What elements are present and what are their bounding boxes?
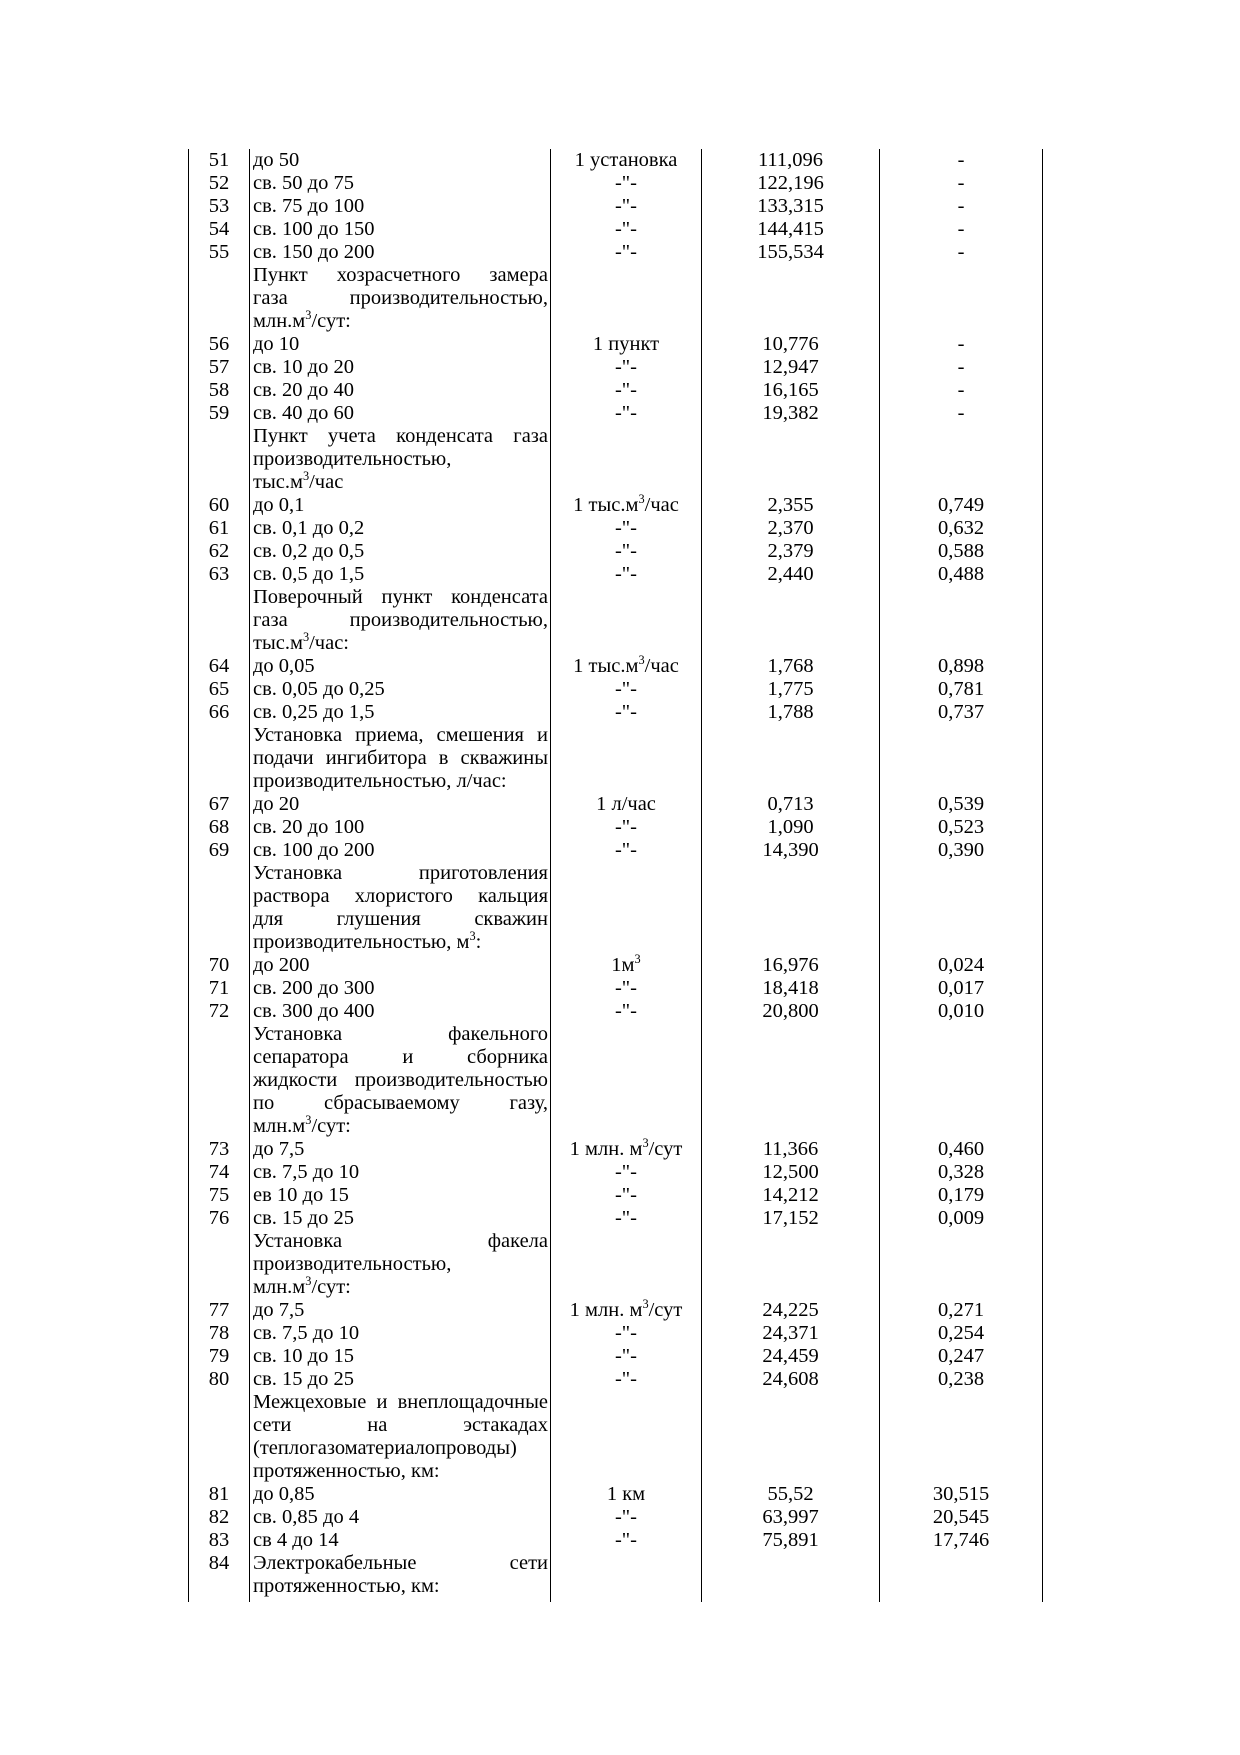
row-number: 69 (189, 839, 250, 862)
value-2-cell: 0,781 (880, 678, 1043, 701)
item-name: св. 0,25 до 1,5 (250, 701, 551, 724)
value-2-cell: - (880, 333, 1043, 356)
unit-cell: -"- (551, 1345, 702, 1368)
value-1-cell: 55,52 (702, 1483, 880, 1506)
value-2-cell: 0,010 (880, 1000, 1043, 1023)
item-name: св. 20 до 40 (250, 379, 551, 402)
item-name: до 7,5 (250, 1138, 551, 1161)
item-name: до 0,85 (250, 1483, 551, 1506)
row-number: 52 (189, 172, 250, 195)
unit-cell: -"- (551, 195, 702, 218)
section-header-row (189, 862, 1043, 954)
value-2-cell: - (880, 402, 1043, 425)
value-2-cell: - (880, 218, 1043, 241)
table-row (189, 356, 1043, 379)
value-2-cell: 0,017 (880, 977, 1043, 1000)
value-2-cell: 0,632 (880, 517, 1043, 540)
row-number: 61 (189, 517, 250, 540)
table-row (189, 218, 1043, 241)
norms-table (188, 149, 1043, 1602)
value-2-cell (880, 1391, 1043, 1483)
item-name: св. 20 до 100 (250, 816, 551, 839)
row-number: 70 (189, 954, 250, 977)
value-1-cell: 122,196 (702, 172, 880, 195)
item-name: св. 0,5 до 1,5 (250, 563, 551, 586)
value-1-cell: 24,459 (702, 1345, 880, 1368)
value-2-cell: - (880, 172, 1043, 195)
value-2-cell (880, 862, 1043, 954)
table-row (189, 701, 1043, 724)
row-number: 83 (189, 1529, 250, 1552)
row-number: 59 (189, 402, 250, 425)
value-2-cell: 0,749 (880, 494, 1043, 517)
table-row (189, 1345, 1043, 1368)
value-2-cell (880, 264, 1043, 333)
unit-cell: -"- (551, 1368, 702, 1391)
table-row (189, 241, 1043, 264)
section-header-row (189, 586, 1043, 655)
row-number: 60 (189, 494, 250, 517)
row-number (189, 862, 250, 954)
value-2-cell (880, 724, 1043, 793)
row-number: 72 (189, 1000, 250, 1023)
section-title: Установка факела производительностью, $млн.м^3$/сут: (250, 1230, 551, 1299)
item-name: св. 10 до 20 (250, 356, 551, 379)
row-number: 58 (189, 379, 250, 402)
item-name: св. 75 до 100 (250, 195, 551, 218)
value-2-cell: - (880, 241, 1043, 264)
unit-cell: -"- (551, 1207, 702, 1230)
unit-cell (551, 1552, 702, 1602)
table-row (189, 1483, 1043, 1506)
item-name: св. 15 до 25 (250, 1207, 551, 1230)
value-1-cell: 2,355 (702, 494, 880, 517)
table-row (189, 1138, 1043, 1161)
item-name: св. 0,05 до 0,25 (250, 678, 551, 701)
table-row (189, 1299, 1043, 1322)
value-1-cell (702, 264, 880, 333)
table-row (189, 333, 1043, 356)
value-1-cell: 111,096 (702, 149, 880, 172)
table-row (189, 563, 1043, 586)
table-row (189, 977, 1043, 1000)
item-name: до 20 (250, 793, 551, 816)
section-title: Межцеховые и внеплощадочные сети на эстакадах (теплогазоматериалопроводы) протяженностью, км: (250, 1391, 551, 1483)
row-number: 73 (189, 1138, 250, 1161)
unit-cell: -"- (551, 1161, 702, 1184)
value-1-cell: 11,366 (702, 1138, 880, 1161)
value-2-cell: - (880, 379, 1043, 402)
value-2-cell: 0,488 (880, 563, 1043, 586)
section-title: Пункт учета конденсата газа производительностью, $тыс.м^3$/час (250, 425, 551, 494)
unit-cell (551, 586, 702, 655)
value-1-cell: 1,775 (702, 678, 880, 701)
value-2-cell: 0,247 (880, 1345, 1043, 1368)
unit-cell: 1 пункт (551, 333, 702, 356)
value-1-cell: 155,534 (702, 241, 880, 264)
unit-cell: -"- (551, 701, 702, 724)
value-1-cell (702, 724, 880, 793)
row-number: 74 (189, 1161, 250, 1184)
value-2-cell: 0,539 (880, 793, 1043, 816)
row-number: 77 (189, 1299, 250, 1322)
item-name: св. 15 до 25 (250, 1368, 551, 1391)
value-2-cell (880, 1023, 1043, 1138)
section-title: Установка приготовления раствора хлористого кальция для глушения скважин производительностью, $м^3$: (250, 862, 551, 954)
item-name: св 4 до 14 (250, 1529, 551, 1552)
unit-cell (551, 724, 702, 793)
table-row (189, 954, 1043, 977)
table-row (189, 149, 1043, 172)
item-name: св. 10 до 15 (250, 1345, 551, 1368)
unit-cell: -"- (551, 379, 702, 402)
value-1-cell: 20,800 (702, 1000, 880, 1023)
table-row (189, 1368, 1043, 1391)
unit-cell: 1 установка (551, 149, 702, 172)
item-name: св. 300 до 400 (250, 1000, 551, 1023)
value-1-cell (702, 586, 880, 655)
row-number: 67 (189, 793, 250, 816)
table-row (189, 540, 1043, 563)
table-row (189, 1184, 1043, 1207)
unit-cell: -"- (551, 563, 702, 586)
row-number: 75 (189, 1184, 250, 1207)
table-row (189, 678, 1043, 701)
unit-cell: 1 л/час (551, 793, 702, 816)
table-row (189, 379, 1043, 402)
item-name: до 0,1 (250, 494, 551, 517)
item-name: ев 10 до 15 (250, 1184, 551, 1207)
item-name: св. 40 до 60 (250, 402, 551, 425)
table-row (189, 1207, 1043, 1230)
value-2-cell: 0,737 (880, 701, 1043, 724)
section-header-row (189, 724, 1043, 793)
item-name: до 7,5 (250, 1299, 551, 1322)
row-number: 66 (189, 701, 250, 724)
value-1-cell: 24,225 (702, 1299, 880, 1322)
unit-cell: 1 млн. $м^3$/сут (551, 1138, 702, 1161)
row-number: 55 (189, 241, 250, 264)
table-row (189, 494, 1043, 517)
unit-cell (551, 862, 702, 954)
item-name: св. 100 до 150 (250, 218, 551, 241)
row-number (189, 724, 250, 793)
value-2-cell (880, 425, 1043, 494)
value-1-cell (702, 862, 880, 954)
value-1-cell: 12,947 (702, 356, 880, 379)
item-name: до 50 (250, 149, 551, 172)
table-row (189, 1506, 1043, 1529)
unit-cell: -"- (551, 1000, 702, 1023)
table-row (189, 402, 1043, 425)
value-2-cell: 0,238 (880, 1368, 1043, 1391)
unit-cell: -"- (551, 977, 702, 1000)
unit-cell: $1м^3$ (551, 954, 702, 977)
value-1-cell: 63,997 (702, 1506, 880, 1529)
value-1-cell: 2,379 (702, 540, 880, 563)
row-number: 76 (189, 1207, 250, 1230)
unit-cell (551, 264, 702, 333)
unit-cell: -"- (551, 517, 702, 540)
row-number: 71 (189, 977, 250, 1000)
unit-cell: 1 км (551, 1483, 702, 1506)
value-2-cell: 0,179 (880, 1184, 1043, 1207)
value-1-cell: 17,152 (702, 1207, 880, 1230)
value-2-cell: 0,460 (880, 1138, 1043, 1161)
item-name: до 10 (250, 333, 551, 356)
value-2-cell: 30,515 (880, 1483, 1043, 1506)
value-1-cell (702, 1230, 880, 1299)
value-1-cell: 0,713 (702, 793, 880, 816)
row-number: 62 (189, 540, 250, 563)
unit-cell: -"- (551, 218, 702, 241)
value-2-cell: 17,746 (880, 1529, 1043, 1552)
item-name: до 0,05 (250, 655, 551, 678)
value-1-cell (702, 1023, 880, 1138)
value-2-cell: 0,328 (880, 1161, 1043, 1184)
value-2-cell: 0,898 (880, 655, 1043, 678)
unit-cell: 1 млн. $м^3$/сут (551, 1299, 702, 1322)
row-number: 56 (189, 333, 250, 356)
value-1-cell (702, 1552, 880, 1602)
value-1-cell (702, 425, 880, 494)
value-1-cell: 16,165 (702, 379, 880, 402)
row-number (189, 1023, 250, 1138)
item-name: св. 200 до 300 (250, 977, 551, 1000)
unit-cell: -"- (551, 678, 702, 701)
unit-cell: -"- (551, 356, 702, 379)
row-number: 54 (189, 218, 250, 241)
unit-cell: 1 $тыс.м^3$/час (551, 655, 702, 678)
row-number (189, 1230, 250, 1299)
value-1-cell: 75,891 (702, 1529, 880, 1552)
unit-cell (551, 425, 702, 494)
value-1-cell: 1,768 (702, 655, 880, 678)
table-row (189, 793, 1043, 816)
unit-cell: -"- (551, 402, 702, 425)
value-2-cell: - (880, 195, 1043, 218)
row-number (189, 264, 250, 333)
value-1-cell: 14,212 (702, 1184, 880, 1207)
value-1-cell: 10,776 (702, 333, 880, 356)
table-row (189, 655, 1043, 678)
unit-cell: 1 $тыс.м^3$/час (551, 494, 702, 517)
table-row (189, 172, 1043, 195)
unit-cell (551, 1391, 702, 1483)
section-header-row (189, 1230, 1043, 1299)
item-name: св. 50 до 75 (250, 172, 551, 195)
section-header-row (189, 264, 1043, 333)
item-name: св. 7,5 до 10 (250, 1322, 551, 1345)
item-name: св. 0,85 до 4 (250, 1506, 551, 1529)
table-row (189, 517, 1043, 540)
row-number: 84 (189, 1552, 250, 1602)
table-row (189, 1552, 1043, 1602)
section-title: Установка факельного сепаратора и сборника жидкости производительностью по сбрасываемому газу, $млн.м^3$/сут: (250, 1023, 551, 1138)
value-1-cell: 144,415 (702, 218, 880, 241)
unit-cell (551, 1023, 702, 1138)
value-1-cell: 24,608 (702, 1368, 880, 1391)
value-2-cell: 0,271 (880, 1299, 1043, 1322)
unit-cell: -"- (551, 1322, 702, 1345)
value-2-cell: 0,024 (880, 954, 1043, 977)
value-2-cell: 0,588 (880, 540, 1043, 563)
value-1-cell: 24,371 (702, 1322, 880, 1345)
item-name: Электрокабельные сети протяженностью, км: (250, 1552, 551, 1602)
value-2-cell: - (880, 149, 1043, 172)
unit-cell: -"- (551, 1184, 702, 1207)
unit-cell: -"- (551, 1529, 702, 1552)
row-number: 82 (189, 1506, 250, 1529)
value-1-cell (702, 1391, 880, 1483)
row-number (189, 1391, 250, 1483)
value-1-cell: 19,382 (702, 402, 880, 425)
value-2-cell: 0,254 (880, 1322, 1043, 1345)
row-number: 79 (189, 1345, 250, 1368)
row-number: 64 (189, 655, 250, 678)
section-title: Пункт хозрасчетного замера газа производительностью, $млн.м^3$/сут: (250, 264, 551, 333)
table-row (189, 1529, 1043, 1552)
value-1-cell: 2,370 (702, 517, 880, 540)
item-name: св. 150 до 200 (250, 241, 551, 264)
value-2-cell (880, 1552, 1043, 1602)
row-number: 53 (189, 195, 250, 218)
item-name: св. 7,5 до 10 (250, 1161, 551, 1184)
table-row (189, 195, 1043, 218)
table-row (189, 816, 1043, 839)
unit-cell: -"- (551, 172, 702, 195)
item-name: св. 0,1 до 0,2 (250, 517, 551, 540)
value-2-cell (880, 586, 1043, 655)
value-2-cell: 20,545 (880, 1506, 1043, 1529)
table-row (189, 1161, 1043, 1184)
row-number (189, 425, 250, 494)
section-title: Поверочный пункт конденсата газа производительностью, $тыс.м^3$/час: (250, 586, 551, 655)
unit-cell (551, 1230, 702, 1299)
section-header-row (189, 425, 1043, 494)
value-2-cell: 0,390 (880, 839, 1043, 862)
unit-cell: -"- (551, 816, 702, 839)
value-2-cell: 0,523 (880, 816, 1043, 839)
row-number: 78 (189, 1322, 250, 1345)
table-row (189, 839, 1043, 862)
unit-cell: -"- (551, 540, 702, 563)
row-number: 63 (189, 563, 250, 586)
row-number: 80 (189, 1368, 250, 1391)
norms-table-body (189, 149, 1043, 1602)
section-title: Установка приема, смешения и подачи ингибитора в скважины производительностью, л/час: (250, 724, 551, 793)
row-number: 51 (189, 149, 250, 172)
row-number: 65 (189, 678, 250, 701)
unit-cell: -"- (551, 839, 702, 862)
table-row (189, 1000, 1043, 1023)
section-header-row (189, 1023, 1043, 1138)
item-name: св. 0,2 до 0,5 (250, 540, 551, 563)
value-2-cell: 0,009 (880, 1207, 1043, 1230)
value-2-cell: - (880, 356, 1043, 379)
value-1-cell: 14,390 (702, 839, 880, 862)
item-name: св. 100 до 200 (250, 839, 551, 862)
value-1-cell: 18,418 (702, 977, 880, 1000)
section-header-row (189, 1391, 1043, 1483)
table-row (189, 1322, 1043, 1345)
row-number: 57 (189, 356, 250, 379)
value-1-cell: 133,315 (702, 195, 880, 218)
row-number (189, 586, 250, 655)
value-1-cell: 1,788 (702, 701, 880, 724)
value-1-cell: 2,440 (702, 563, 880, 586)
value-1-cell: 16,976 (702, 954, 880, 977)
row-number: 81 (189, 1483, 250, 1506)
value-1-cell: 12,500 (702, 1161, 880, 1184)
value-1-cell: 1,090 (702, 816, 880, 839)
value-2-cell (880, 1230, 1043, 1299)
unit-cell: -"- (551, 241, 702, 264)
unit-cell: -"- (551, 1506, 702, 1529)
item-name: до 200 (250, 954, 551, 977)
row-number: 68 (189, 816, 250, 839)
